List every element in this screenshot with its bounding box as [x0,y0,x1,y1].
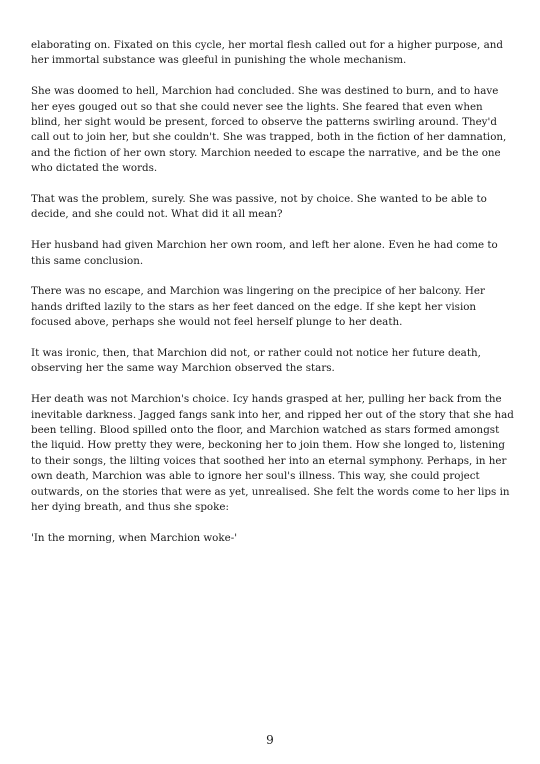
paragraph-4: Her husband had given Marchion her own room, and left her alone. Even he had come to this same conclusion. [31,239,498,267]
paragraph-7: Her death was not Marchion's choice. Icy hands grasped at her, pulling her back from the inevitable darkness. Jagged fangs sank into her, and ripped her out of the story that she had been telling. Blood spilled onto the floor, and Marchion watched as stars formed amongst the liquid. How pretty they were, beckoning her to join them. How she longed to, listening to their songs, the lilting voices that soothed her into an eternal symphony. Perhaps, in her own death, Marchion was able to ignore her soul's illness. This way, she could project outwards, on the stories that were as yet, unrealised. She felt the words come to her lips in her dying breath, and thus she spoke: [31,393,514,514]
paragraph-3: That was the problem, surely. She was passive, not by choice. She wanted to be able to decide, and she could not. What did it all mean? [31,193,487,221]
paragraph-6: It was ironic, then, that Marchion did not, or rather could not notice her future death, observing her the same way Marchion observed the stars. [31,347,481,375]
paragraph-2: She was doomed to hell, Marchion had concluded. She was destined to burn, and to have her eyes gouged out so that she could never see the lights. She feared that even when blind, her sight would be present, forced to observe the patterns swirling around. They'd call out to join her, but she couldn't. She was trapped, both in the fiction of her damnation, and the fiction of her own story. Marchion needed to escape the narrative, and be the one who dictated the words. [31,85,507,175]
paragraph-1: elaborating on. Fixated on this cycle, her mortal flesh called out for a higher purpose, and her immortal substance was gleeful in punishing the whole mechanism. [31,39,503,67]
page-number: 9 [266,733,274,747]
paragraph-5: There was no escape, and Marchion was lingering on the precipice of her balcony. Her hands drifted lazily to the stars as her feet danced on the edge. If she kept her vision focused above, perhaps she would not feel herself plunge to her death. [31,285,485,329]
paragraph-8: 'In the morning, when Marchion woke-' [31,531,238,544]
body-text [31,38,515,562]
